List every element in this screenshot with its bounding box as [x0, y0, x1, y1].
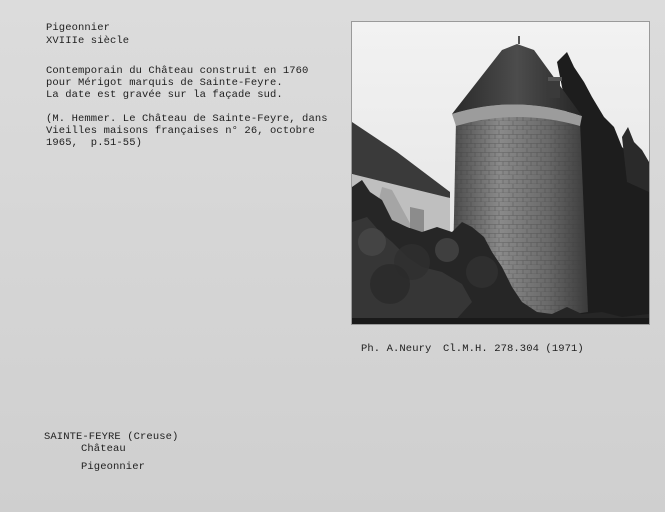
record-century: XVIIIe siècle: [46, 35, 130, 47]
record-title: Pigeonnier: [46, 22, 111, 34]
description-line-2: pour Mérigot marquis de Sainte-Feyre.: [46, 77, 283, 89]
dovecote-photo-drawing: [352, 22, 649, 324]
dovecote-photograph: [351, 21, 650, 325]
location-commune: SAINTE-FEYRE (Creuse): [44, 431, 179, 443]
photo-credit: Ph. A.Neury: [361, 343, 432, 355]
description-line-1: Contemporain du Château construit en 1760: [46, 65, 309, 77]
reference-line-2: Vieilles maisons françaises n° 26, octobre: [46, 125, 315, 137]
location-element: Pigeonnier: [81, 461, 146, 473]
reference-line-1: (M. Hemmer. Le Château de Sainte-Feyre, dans: [46, 113, 328, 125]
reference-line-3: 1965, p.51-55): [46, 137, 143, 149]
description-line-3: La date est gravée sur la façade sud.: [46, 89, 283, 101]
location-building: Château: [81, 443, 126, 455]
photo-classification: Cl.M.H. 278.304 (1971): [443, 343, 584, 355]
